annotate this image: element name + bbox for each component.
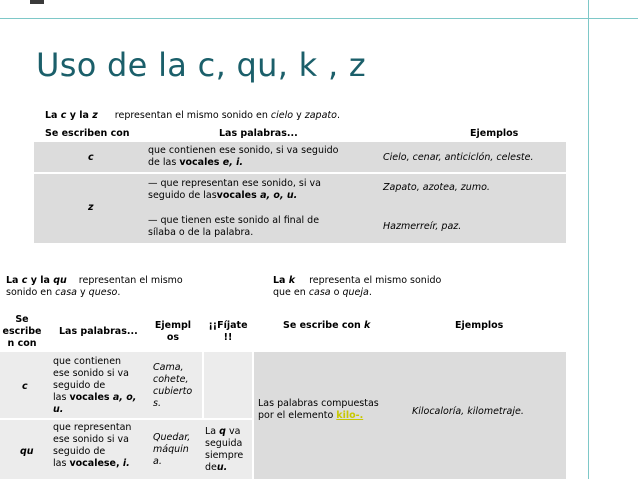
intro-text: que en	[273, 287, 309, 298]
intro-text: k	[288, 275, 296, 286]
example-line: cohete,	[153, 374, 189, 385]
intro-text: La	[45, 110, 61, 121]
example-text	[153, 362, 192, 410]
corner-mark	[30, 0, 44, 4]
note-part: de	[205, 462, 217, 473]
example-line: Quedar,	[153, 432, 191, 443]
right-table-intro	[273, 275, 441, 299]
slide-title: Uso de la c, qu, k , z	[36, 46, 367, 84]
rule-line: u.	[53, 404, 64, 415]
intro-text: cielo	[270, 110, 294, 121]
example-line: máquin	[153, 444, 189, 455]
rule-text	[53, 422, 131, 470]
rule-line	[258, 410, 379, 422]
header-part: k	[364, 320, 371, 331]
rule-text	[148, 145, 338, 169]
header-line: ¡¡Fíjate	[208, 320, 248, 331]
example-line: cubierto	[153, 386, 193, 397]
rule-part: i.	[122, 458, 130, 469]
rule-line: — que representan ese sonido, si va	[148, 178, 321, 189]
note-line	[205, 426, 243, 438]
intro-text: La	[6, 275, 22, 286]
fijate-note	[205, 426, 243, 474]
row-letter-c: c	[22, 381, 28, 392]
top-divider-line	[0, 18, 638, 19]
rule-line	[148, 157, 338, 169]
note-part: La	[205, 426, 220, 437]
top-table-intro	[45, 110, 340, 122]
rule-line: ese sonido si va	[53, 434, 129, 445]
note-line: seguida	[205, 438, 243, 449]
rule-line: seguido de	[53, 446, 106, 457]
rule-part: vocales	[179, 157, 223, 168]
header-ejemplos: Ejemplos	[470, 128, 519, 139]
rule-line: seguido de	[53, 380, 106, 391]
header-line: Ejempl	[154, 320, 192, 331]
intro-line	[6, 275, 183, 287]
example-text: Zapato, azotea, zumo.	[383, 182, 490, 193]
header-part: Se escribe con	[283, 320, 365, 331]
rule-part: por el elemento	[258, 410, 337, 421]
example-text	[153, 432, 190, 468]
rule-line: que contienen ese sonido, si va seguido	[148, 145, 339, 156]
kilo-highlight: kilo-.	[336, 410, 364, 421]
example-line: Cama,	[153, 362, 184, 373]
rule-part: a, o,	[112, 392, 137, 403]
intro-text: casa	[55, 287, 77, 298]
intro-text: .	[117, 287, 121, 298]
rule-part: seguido de las	[148, 190, 217, 201]
example-text: Hazmerreír, paz.	[383, 221, 462, 232]
note-part: u.	[216, 462, 228, 473]
rule-part: vocalese,	[69, 458, 123, 469]
rule-part: las	[53, 458, 70, 469]
header-las-palabras: Las palabras...	[59, 326, 138, 337]
rule-part: a, o, u.	[260, 190, 298, 201]
rule-line	[53, 458, 131, 470]
rule-line: ese sonido si va	[53, 368, 129, 379]
example-line: s.	[153, 398, 161, 409]
rule-line: — que tienen este sonido al final de	[148, 215, 320, 226]
rule-part: vocales	[216, 190, 261, 201]
intro-text: queja	[342, 287, 369, 298]
intro-line	[273, 287, 441, 299]
header-ejemplos: Ejemplos	[455, 320, 504, 331]
rule-part: las	[53, 392, 70, 403]
column-separator	[202, 352, 204, 418]
left-table-intro	[6, 275, 183, 299]
header-se-escribe-con	[283, 320, 370, 332]
row-separator	[34, 172, 566, 174]
rule-text	[258, 398, 379, 422]
intro-line	[6, 287, 183, 299]
header-las-palabras: Las palabras...	[219, 128, 298, 139]
intro-text: .	[336, 110, 340, 121]
header-se-escriben-con: Se escriben con	[45, 128, 130, 139]
header-line: Se	[15, 314, 29, 325]
intro-text: y la	[27, 275, 54, 286]
rule-line: que representan	[53, 422, 132, 433]
header-ejemplos	[152, 320, 194, 344]
intro-text: c	[21, 275, 28, 286]
intro-line	[273, 275, 441, 287]
rule-line: Las palabras compuestas	[258, 398, 379, 409]
intro-text: representan el mismo	[78, 275, 183, 286]
intro-text: c	[60, 110, 67, 121]
intro-text: casa	[308, 287, 331, 298]
rule-part: de las	[148, 157, 180, 168]
rule-line	[148, 190, 321, 202]
intro-text: La	[273, 275, 289, 286]
rule-part: vocales	[69, 392, 113, 403]
row-separator	[0, 418, 252, 420]
example-text: Kilocaloría, kilometraje.	[412, 406, 524, 417]
intro-text: y la	[66, 110, 93, 121]
rule-line	[53, 392, 136, 404]
note-line: siempre	[205, 450, 244, 461]
right-divider-line	[588, 0, 589, 479]
rule-text	[148, 215, 319, 239]
intro-text: z	[92, 110, 98, 121]
rule-line: que contienen	[53, 356, 122, 367]
rule-text	[148, 178, 321, 202]
header-line: escribe	[2, 326, 42, 337]
intro-text: qu	[53, 275, 67, 286]
header-line: os	[166, 332, 180, 343]
header-fijate	[203, 320, 253, 344]
intro-text: y	[77, 287, 89, 298]
intro-text: zapato	[304, 110, 337, 121]
header-se-escriben-con	[2, 314, 42, 350]
intro-text: o	[330, 287, 343, 298]
rule-text	[53, 356, 136, 416]
row-letter-qu: qu	[20, 446, 34, 457]
row-letter-z: z	[88, 202, 94, 213]
note-line	[205, 462, 243, 474]
intro-text: queso	[88, 287, 118, 298]
rule-part: e, i.	[222, 157, 243, 168]
example-text: Cielo, cenar, anticiclón, celeste.	[383, 152, 534, 163]
header-line: n con	[7, 338, 37, 349]
intro-text: y	[293, 110, 305, 121]
header-line: !!	[223, 332, 233, 343]
rule-line: sílaba o de la palabra.	[148, 227, 254, 238]
intro-text: representa el mismo sonido	[309, 275, 442, 286]
row-letter-c: c	[88, 152, 94, 163]
note-part: q	[219, 426, 226, 437]
example-line: a.	[153, 456, 162, 467]
intro-text: sonido en	[6, 287, 56, 298]
intro-text: representan el mismo sonido en	[114, 110, 271, 121]
note-part: va	[225, 426, 241, 437]
intro-text: .	[368, 287, 372, 298]
